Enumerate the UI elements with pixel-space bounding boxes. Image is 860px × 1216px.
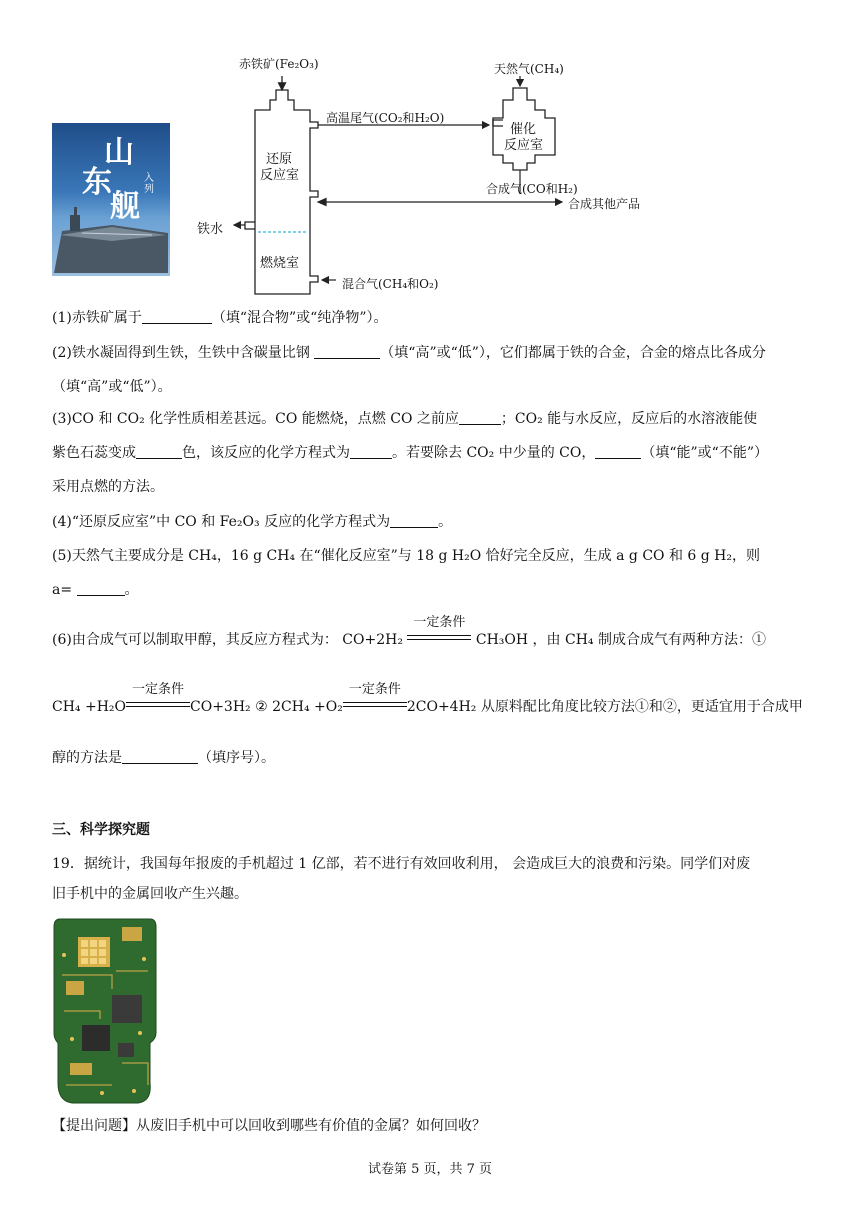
- question-19-prompt: 【提出问题】从废旧手机中可以回收到哪些有价值的金属？如何回收？: [52, 1118, 486, 1134]
- page-footer: 试卷第 5 页，共 7 页: [367, 1162, 493, 1177]
- question-19: 19．据统计，我国每年报废的手机超过 1 亿部，若不进行有效回收利用， 会造成巨大的浪费和污染。同学们对废: [52, 856, 751, 872]
- mixed-gas-label: 混合气(CH₄和O₂): [342, 277, 439, 291]
- answer-blank-5[interactable]: [77, 581, 125, 596]
- section-title: 三、科学探究题: [52, 822, 150, 838]
- ship-char-4: 入列: [144, 173, 154, 195]
- question-6-end: 醇的方法是 （填序号）。: [52, 750, 275, 766]
- answer-blank-3a[interactable]: [459, 410, 501, 425]
- natural-gas-label: 天然气(CH₄): [494, 62, 564, 76]
- question-3-cont: 紫色石蕊变成 色，该反应的化学方程式为 。若要除去 CO₂ 中少量的 CO， （填“能”或“不能”）: [52, 445, 768, 461]
- answer-blank-4[interactable]: [390, 513, 438, 528]
- ship-char-2: 东: [82, 165, 112, 200]
- syngas-label: 合成气(CO和H₂): [486, 182, 578, 196]
- question-1: (1)赤铁矿属于 （填“混合物”或“纯净物”）。: [52, 310, 388, 326]
- question-3: (3)CO 和 CO₂ 化学性质相差甚远。CO 能燃烧，点燃 CO 之前应 ；CO₂ 能与水反应，反应后的水溶液能使: [52, 411, 758, 427]
- question-4: (4)“还原反应室”中 CO 和 Fe₂O₃ 反应的化学方程式为 。: [52, 514, 453, 530]
- answer-blank-1[interactable]: [142, 309, 212, 324]
- process-diagram: [0, 0, 860, 300]
- iron-label: 铁水: [197, 222, 224, 237]
- equation-0: CO+2H₂ 一定条件 CH₃OH: [342, 615, 529, 648]
- answer-blank-6[interactable]: [122, 749, 198, 764]
- equation-2: 2CH₄ +O₂ 一定条件 2CO+4H₂: [272, 682, 477, 715]
- combustion-label: 燃烧室: [260, 256, 300, 271]
- ore-label: 赤铁矿(Fe₂O₃): [239, 57, 319, 71]
- question-2-cont: （填“高”或“低”）。: [52, 379, 172, 395]
- answer-blank-2a[interactable]: [314, 344, 380, 359]
- catalytic-label-2: 反应室: [504, 138, 544, 153]
- question-3-end: 采用点燃的方法。: [52, 479, 164, 495]
- question-6: (6)由合成气可以制取甲醇，其反应方程式为： CO+2H₂ 一定条件 CH₃OH ，由 CH₄ 制成合成气有两种方法：①: [52, 615, 766, 648]
- question-5-cont: a= 。: [52, 582, 139, 598]
- question-2: (2)铁水凝固得到生铁，生铁中含碳量比钢 （填“高”或“低”），它们都属于铁的合金，合金的熔点比各成分: [52, 345, 766, 361]
- answer-blank-3c[interactable]: [350, 444, 392, 459]
- answer-blank-3b[interactable]: [136, 444, 182, 459]
- ship-char-1: 山: [104, 135, 134, 170]
- circuit-board-image: [52, 915, 158, 1105]
- answer-blank-3d[interactable]: [595, 444, 641, 459]
- question-19-cont: 旧手机中的金属回收产生兴趣。: [52, 886, 248, 902]
- equation-1: CH₄ +H₂O 一定条件 CO+3H₂: [52, 682, 251, 715]
- ship-char-3: 舰: [110, 189, 140, 224]
- question-5: (5)天然气主要成分是 CH₄，16 g CH₄ 在“催化反应室”与 18 g H₂O 恰好完全反应，生成 a g CO 和 6 g H₂，则: [52, 548, 761, 564]
- reduction-label-2: 反应室: [260, 168, 300, 183]
- catalytic-label-1: 催化: [510, 122, 537, 137]
- question-6-equations: CH₄ +H₂O 一定条件 CO+3H₂ ② 2CH₄ +O₂ 一定条件 2CO+4H₂ 从原料配比角度比较方法①和②，更适宜用于合成甲: [52, 682, 803, 715]
- reduction-label-1: 还原: [266, 152, 293, 167]
- exhaust-label: 高温尾气(CO₂和H₂O): [326, 111, 445, 125]
- other-products-label: 合成其他产品: [568, 197, 641, 211]
